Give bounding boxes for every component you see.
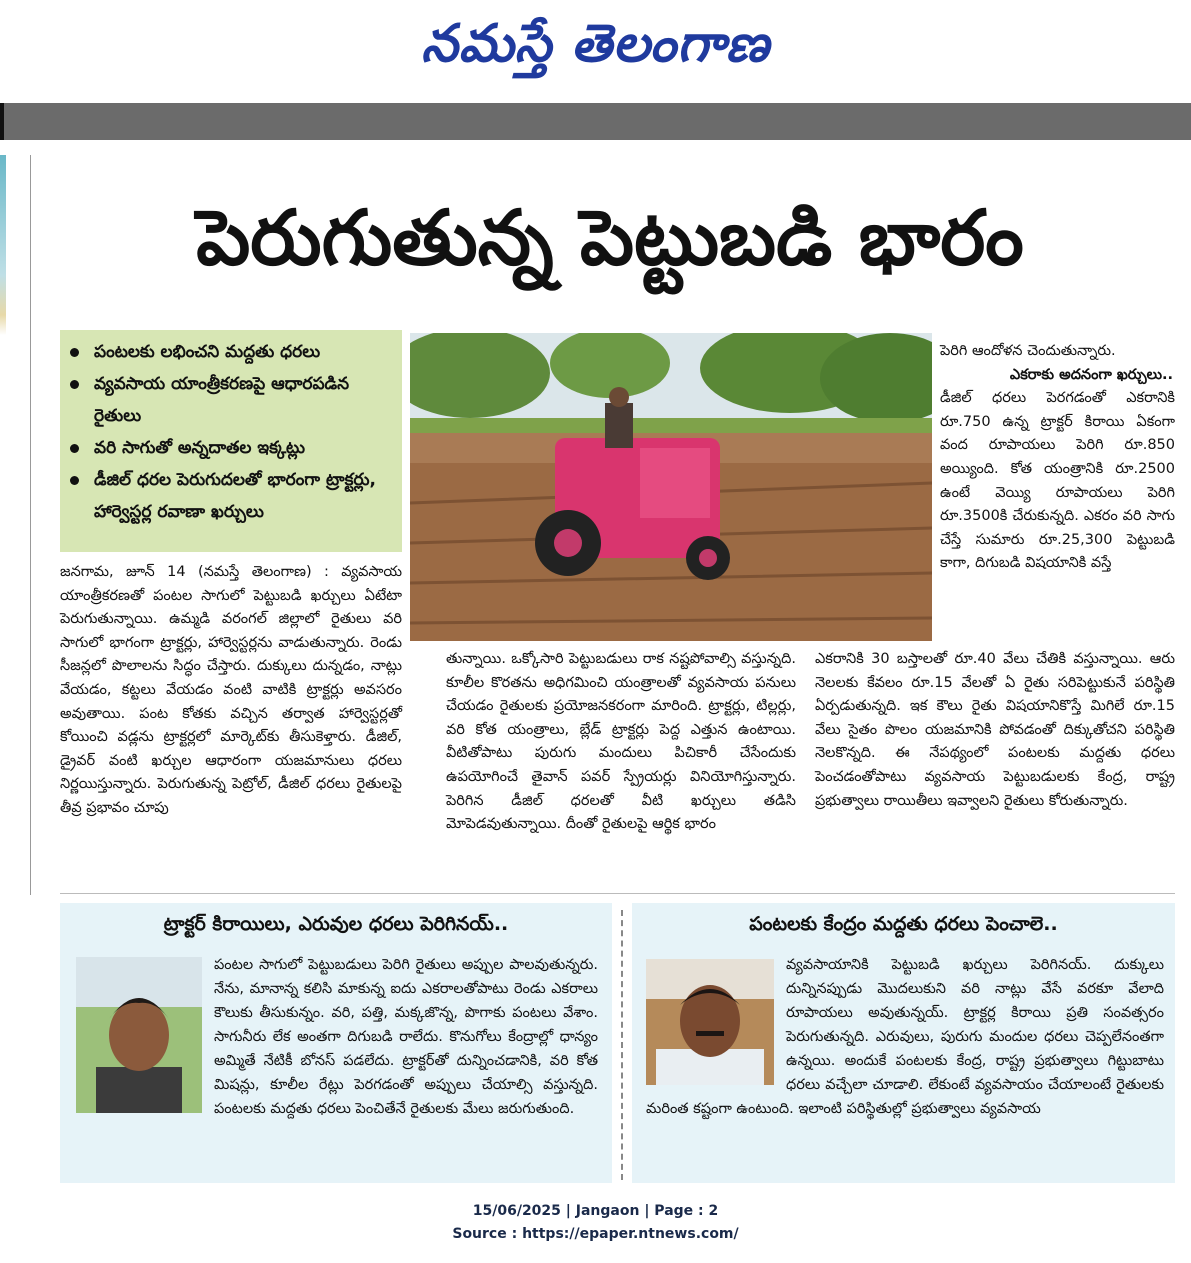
bullet-icon bbox=[70, 348, 79, 357]
farmer-quote-box-right bbox=[632, 903, 1175, 1183]
article-text: పెరిగి ఆందోళన చెందుతున్నారు. bbox=[940, 343, 1116, 359]
farmer-photo bbox=[76, 957, 202, 1113]
farmer-portrait bbox=[76, 957, 202, 1113]
adjacent-page-strip bbox=[0, 155, 6, 1185]
article-column-right-top bbox=[940, 340, 1175, 576]
masthead bbox=[0, 0, 1191, 100]
article-text: డీజిల్ ధరలు పెరగడంతో ఎకరానికి రూ.750 ఉన్న ట్రాక్టర్ కిరాయి ఏకంగా వంద రూపాయలు పెరిగి రూ.850 అయ్యింది. కోత యంత్రానికి రూ.2500 ఉంటే వెయ్యి రూపాయలు పెరిగి రూ.3500కి చేరుకున్నది. ఎకరం వరి సాగు చేస్తే సుమారు రూ.25,300 పెట్టుబడి కాగా, దిగుబడి విషయానికి వస్తే bbox=[940, 390, 1175, 572]
box-divider bbox=[621, 910, 623, 1180]
box-text: వ్యవసాయానికి పెట్టుబడి ఖర్చులు పెరిగినయ్. దుక్కులు దున్నినప్పుడు మొదలుకుని వరి నాట్లు వేసే వరకూ వేలాది రూపాయలు అవుతున్నయ్. ట్రాక్టర్ల కిరాయి ప్రతి సంవత్సరం పెరుగుతున్నది. ఎరువులు, పురుగు మందుల ధరలు చెప్పలేనంతగా ఉన్నయి. అందుకే పంటలకు కేంద్ర, రాష్ట్ర ప్రభుత్వాలు గిట్టుబాటు ధరలు వచ్చేలా చూడాలి. లేకుంటే వ్యవసాయం చేయాలంటే రైతులకు మరింత కష్టంగా ఉంటుంది. ఇలాంటి పరిస్థితుల్లో ప్రభుత్వాలు వ్యవసాయ bbox=[646, 957, 1164, 1117]
farmer-quote-box-left bbox=[60, 903, 612, 1183]
farmer-portrait bbox=[646, 959, 774, 1085]
article-column-right: ఎకరానికి 30 బస్తాలతో రూ.40 వేలు చేతికి వస్తున్నాయి. ఆరు నెలలకు కేవలం రూ.15 వేలతో ఏ రైతు సరిపెట్టుకునే పరిస్థితి ఏర్పడుతున్నది. ఇక కౌలు రైతు విషయానికొస్తే మిగిలే రూ.15 వేలు సైతం పొలం యజమానికి పోవడంతో దిక్కుతోచని పరిస్థితి నెలకొన్నది. ఈ నేపథ్యంలో పంటలకు మద్దతు ధరలు పెంచడంతోపాటు వ్యవసాయ పెట్టుబడులకు కేంద్ర, రాష్ట్ర ప్రభుత్వాలు రాయితీలు ఇవ్వాలని రైతులు కోరుతున్నారు. bbox=[815, 651, 1175, 809]
bullet-icon bbox=[70, 476, 79, 485]
header-bar bbox=[0, 103, 1191, 140]
box-text-wrap bbox=[646, 953, 1164, 1121]
article-column-middle: తున్నాయి. ఒక్కోసారి పెట్టుబడులు రాక నష్టపోవాల్సి వస్తున్నది. కూలీల కొరతను అధిగమించి యంత్రాలతో వ్యవసాయ పనులు చేయడం రైతులకు ప్రయోజనకరంగా మారింది. ట్రాక్టర్లు, టిల్లర్లు, వరి కోత యంత్రాలు, బ్లేడ్ ట్రాక్టర్లు పెద్ద ఎత్తున ఉంటాయి. వీటితోపాటు పురుగు మందులు పిచికారీ చేసేందుకు ఉపయోగించే తైవాన్ పవర్ స్ప్రేయర్లు వినియోగిస్తున్నారు. పెరిగిన డీజిల్ ధరలతో వీటి ఖర్చులు తడిసి మోపెడవుతున్నాయి. దీంతో రైతులపై ఆర్థిక భారం bbox=[446, 651, 796, 833]
highlight-text: పంటలకు లభించని మద్దతు ధరలు bbox=[94, 342, 321, 362]
section-divider bbox=[60, 893, 1175, 894]
tractor-photo-illustration bbox=[410, 333, 932, 641]
column-border bbox=[30, 155, 31, 895]
article-column-left: జనగామ, జూన్ 14 (నమస్తే తెలంగాణ) : వ్యవసాయ యాంత్రీకరణతో పంటల సాగులో పెట్టుబడి ఖర్చులు ఏటేటా పెరుగుతున్నాయి. ఉమ్మడి వరంగల్ జిల్లాలో రైతులు వరి సాగులో భాగంగా ట్రాక్టర్లు, హార్వెస్టర్లను వాడుతున్నారు. రెండు సీజన్లలో పొలాలను సిద్ధం చేస్తారు. దుక్కులు దున్నడం, నాట్లు వేయడం, కట్టలు వేయడం వంటి వాటికి ట్రాక్టర్లు అవసరం అవుతాయి. పంట కోతకు వచ్చిన తర్వాత హార్వెస్టర్లతో కోయించి వడ్లను ట్రాక్టర్లలో మార్కెట్‌కు తీసుకెళ్తారు. డీజిల్, డ్రైవర్ వంటి ఖర్చుల ఆధారంగా యజమానులు ధరలు నిర్ణయిస్తున్నారు. పెరుగుతున్న పెట్రోల్, డీజిల్ ధరలు రైతులపై తీవ్ర ప్రభావం చూపు bbox=[60, 564, 402, 816]
box-title: ట్రాక్టర్ కిరాయిలు, ఎరువుల ధరలు పెరిగినయ్.. bbox=[163, 913, 509, 935]
highlight-text: వ్యవసాయ యాంత్రీకరణపై ఆధారపడిన రైతులు bbox=[94, 374, 350, 426]
highlight-text: డీజిల్ ధరల పెరుగుదలతో భారంగా ట్రాక్టర్లు, హార్వెస్టర్ల రవాణా ఖర్చులు bbox=[94, 470, 376, 522]
box-text-wrap bbox=[76, 953, 598, 1121]
highlight-item bbox=[68, 368, 396, 432]
highlight-text: వరి సాగుతో అన్నదాతల ఇక్కట్లు bbox=[94, 438, 306, 458]
footer-source-line: Source : https://epaper.ntnews.com/ bbox=[452, 1226, 739, 1242]
header-bar-edge bbox=[0, 103, 4, 140]
highlight-item bbox=[68, 336, 396, 368]
highlight-item bbox=[68, 432, 396, 464]
highlight-item bbox=[68, 464, 396, 528]
highlights-box bbox=[60, 330, 402, 552]
farmer-photo bbox=[646, 959, 774, 1085]
masthead-title: నమస్తే తెలంగాణ bbox=[421, 13, 770, 74]
box-text: పంటల సాగులో పెట్టుబడులు పెరిగి రైతులు అప్పుల పాలవుతున్నరు. నేను, మానాన్న కలిసి మాకున్న ఐదు ఎకరాలతోపాటు రెండు ఎకరాలు కౌలుకు తీసుకున్నం. వరి, పత్తి, మక్కజొన్న, పొగాకు పంటలు వేశాం. సాగునీరు లేక అంతగా దిగుబడి రాలేదు. కొనుగోలు కేంద్రాల్లో ధాన్యం అమ్మితే నేటికీ బోనస్ పడలేదు. ట్రాక్టర్‌తో దున్నించడానికి, వరి కోత మిషన్లు, కూలీల రేట్లు పెరగడంతో అప్పులు చేయాల్సి వస్తున్నది. పంటలకు మద్దతు ధరలు పెంచితేనే రైతులకు మేలు జరుగుతుంది. bbox=[214, 957, 598, 1117]
headline: పెరుగుతున్న పెట్టుబడి భారం bbox=[196, 193, 1024, 282]
footer-date-line: 15/06/2025 | Jangaon | Page : 2 bbox=[472, 1203, 719, 1219]
box-title: పంటలకు కేంద్రం మద్దతు ధరలు పెంచాలె.. bbox=[749, 913, 1058, 935]
article-subhead: ఎకరాకు అదనంగా ఖర్చులు.. bbox=[1009, 366, 1173, 383]
tractor-photo bbox=[410, 333, 932, 641]
bullet-icon bbox=[70, 444, 79, 453]
bullet-icon bbox=[70, 380, 79, 389]
